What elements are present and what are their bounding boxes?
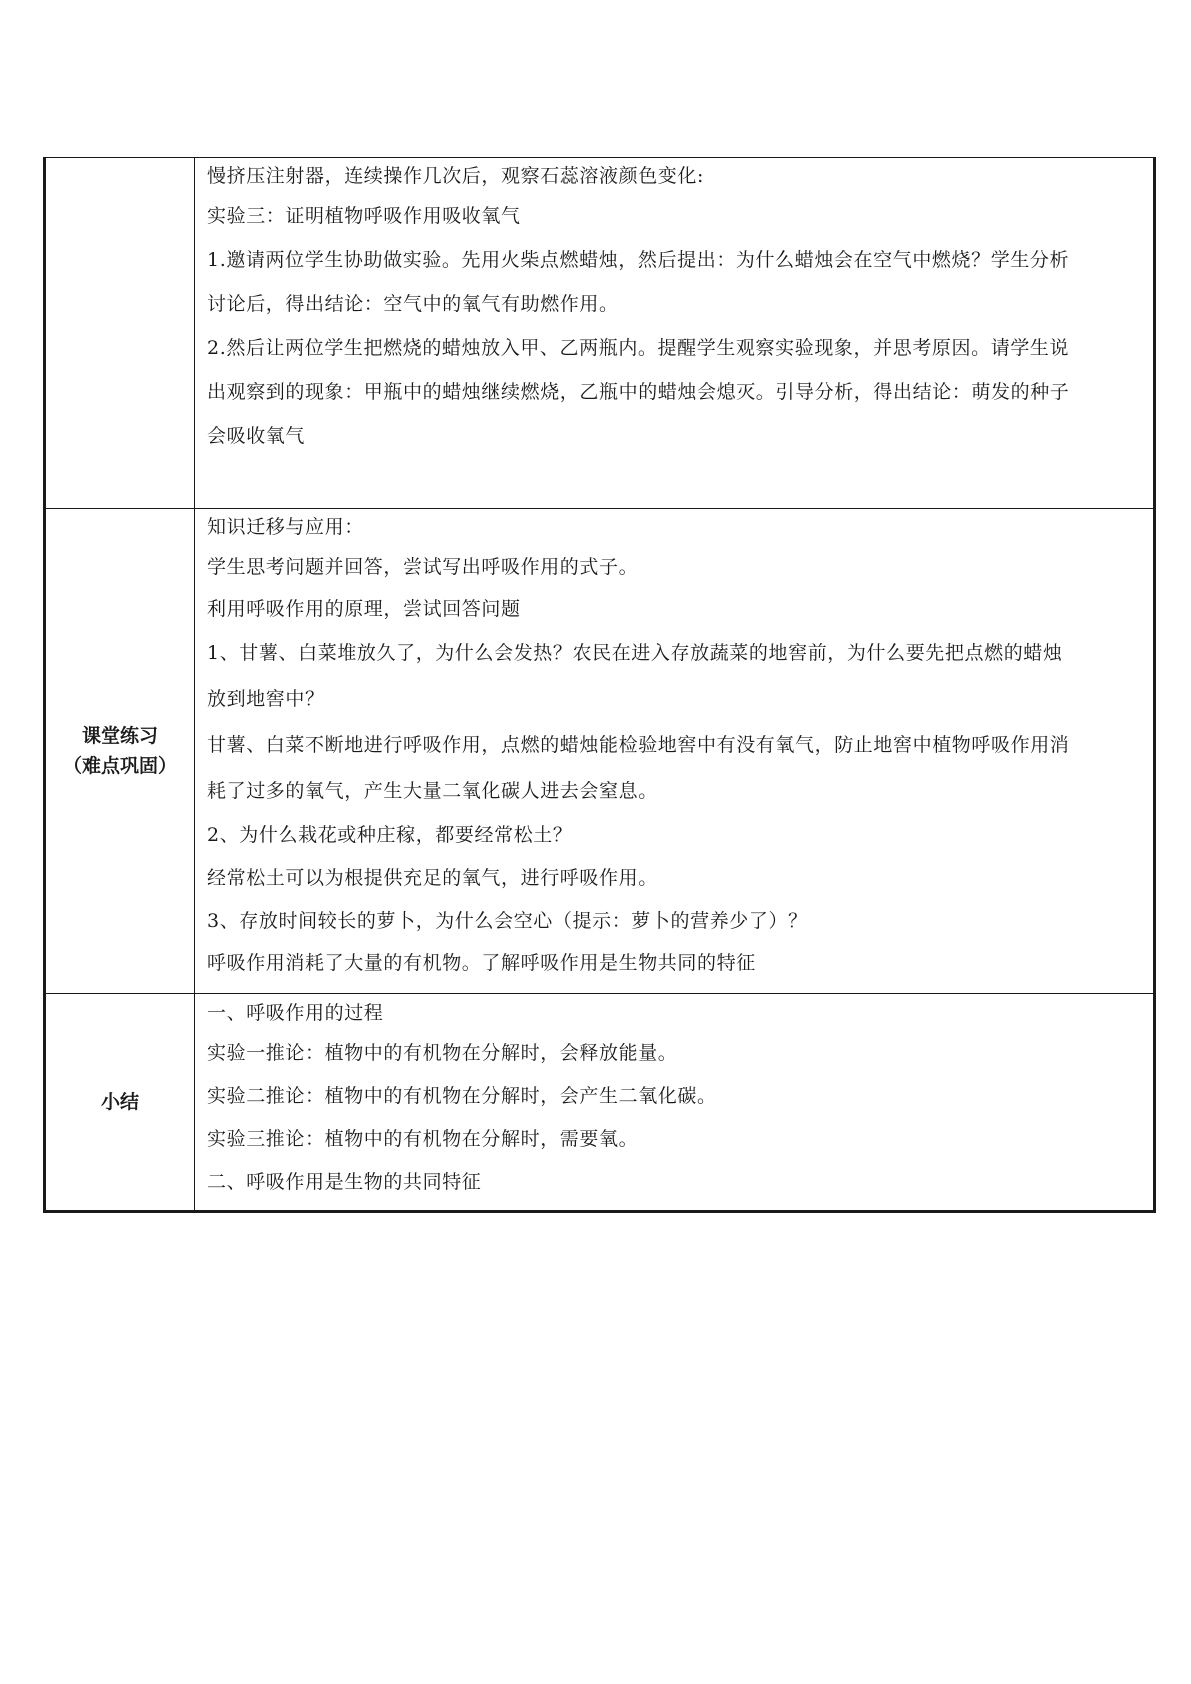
content-line: 1、甘薯、白菜堆放久了，为什么会发热？农民在进入存放蔬菜的地窖前，为什么要先把点燃的蜡烛	[207, 642, 1063, 664]
table-row-experiment	[45, 158, 1155, 509]
content-line: 实验一推论：植物中的有机物在分解时，会释放能量。	[207, 1042, 678, 1064]
content-line: 二、呼吸作用是生物的共同特征	[207, 1171, 482, 1193]
content-line: 实验三推论：植物中的有机物在分解时，需要氧。	[207, 1128, 639, 1150]
row-label-cell	[45, 158, 195, 509]
content-line: 实验三：证明植物呼吸作用吸收氧气	[207, 205, 521, 227]
row-label-title: 课堂练习	[81, 725, 158, 747]
content-line: 知识迁移与应用：	[207, 516, 364, 538]
row-label-title: 小结	[100, 1091, 139, 1113]
row-label-subtitle: （难点巩固）	[62, 755, 177, 777]
table-row-practice	[45, 509, 1155, 994]
row-content-cell	[195, 509, 1155, 994]
content-line: 会吸收氧气	[207, 425, 306, 447]
content-line: 放到地窖中？	[207, 688, 325, 710]
content-line: 1.邀请两位学生协助做实验。先用火柴点燃蜡烛，然后提出：为什么蜡烛会在空气中燃烧？学生分析	[207, 249, 1070, 271]
content-line: 2、为什么栽花或种庄稼，都要经常松土？	[207, 824, 573, 846]
content-line: 学生思考问题并回答，尝试写出呼吸作用的式子。	[207, 556, 639, 578]
content-line: 出观察到的现象：甲瓶中的蜡烛继续燃烧，乙瓶中的蜡烛会熄灭。引导分析，得出结论：萌发的种子	[207, 381, 1070, 403]
content-line: 利用呼吸作用的原理，尝试回答问题	[207, 598, 521, 620]
content-line: 耗了过多的氧气，产生大量二氧化碳人进去会窒息。	[207, 780, 658, 802]
content-line: 讨论后，得出结论：空气中的氧气有助燃作用。	[207, 293, 619, 315]
lesson-plan-table	[43, 157, 1156, 1213]
table-row-summary	[45, 994, 1155, 1212]
content-line: 经常松土可以为根提供充足的氧气，进行呼吸作用。	[207, 867, 658, 889]
content-line: 慢挤压注射器，连续操作几次后，观察石蕊溶液颜色变化:	[207, 165, 705, 187]
row-content-cell	[195, 994, 1155, 1212]
content-line: 3、存放时间较长的萝卜，为什么会空心（提示：萝卜的营养少了）？	[207, 910, 808, 932]
content-line: 甘薯、白菜不断地进行呼吸作用，点燃的蜡烛能检验地窖中有没有氧气，防止地窖中植物呼吸作用消	[207, 734, 1070, 756]
content-line: 2.然后让两位学生把燃烧的蜡烛放入甲、乙两瓶内。提醒学生观察实验现象，并思考原因。请学生说	[207, 337, 1070, 359]
row-label-cell	[45, 994, 195, 1212]
content-line: 实验二推论：植物中的有机物在分解时，会产生二氧化碳。	[207, 1085, 717, 1107]
content-line: 一、呼吸作用的过程	[207, 1002, 384, 1024]
row-label-cell	[45, 509, 195, 994]
row-content-cell	[195, 158, 1155, 509]
content-line: 呼吸作用消耗了大量的有机物。了解呼吸作用是生物共同的特征	[207, 952, 756, 974]
